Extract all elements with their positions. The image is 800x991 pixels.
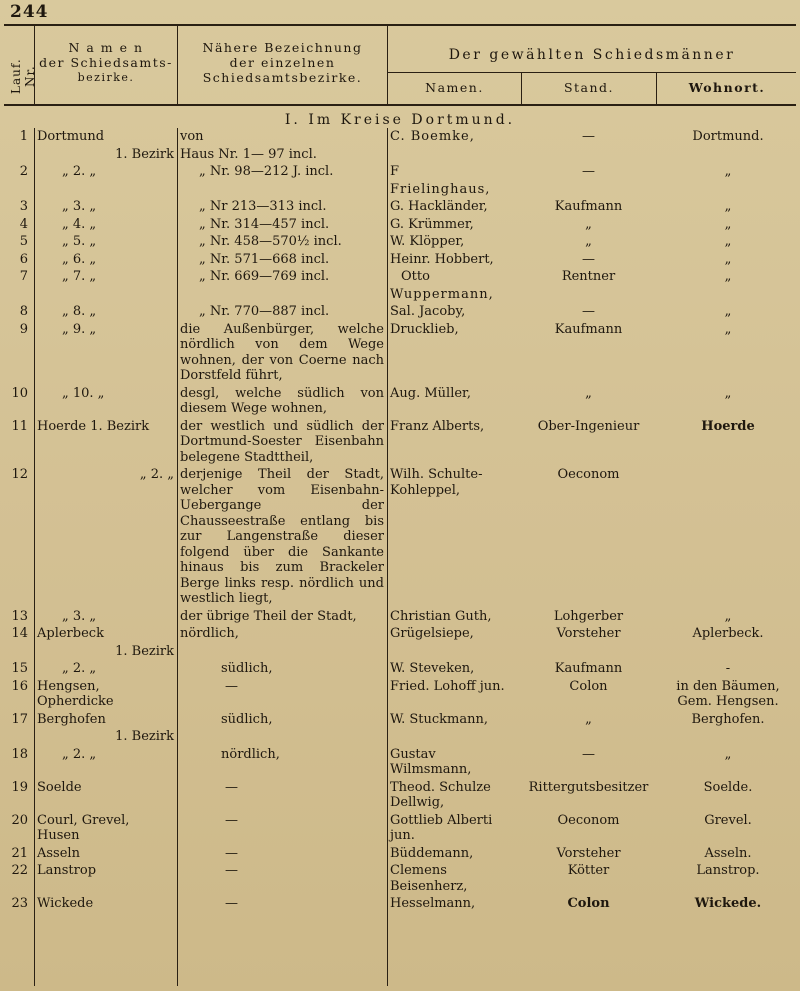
row-name: Aug. Müller,	[390, 385, 471, 401]
row-name: Wuppermann,	[390, 286, 494, 302]
row-bezirk: 1. Bezirk	[115, 146, 174, 162]
row-number	[0, 728, 34, 746]
row-ort: Aplerbeck.	[692, 626, 764, 641]
row-bezirk: „ 9. „	[62, 321, 97, 337]
row-bezirk: „ 6. „	[62, 251, 97, 267]
table-row	[0, 625, 800, 643]
row-bezirk: „ 2. „	[62, 746, 97, 762]
row-stand: Kaufmann	[554, 661, 623, 676]
row-bezirk: „ 7. „	[62, 269, 97, 284]
row-ort: Grevel.	[704, 812, 752, 828]
row-detail: südlich,	[221, 711, 273, 727]
row-number: 11	[11, 418, 28, 434]
row-ort: in den Bäumen, Gem. Hengsen.	[676, 678, 780, 709]
row-ort: Hoerde	[701, 418, 755, 434]
row-name: Wilh. Schulte-Kohleppel,	[390, 467, 483, 498]
row-bezirk: „ 10. „	[62, 385, 105, 401]
row-detail: „ Nr. 770—887 incl.	[199, 304, 330, 319]
row-bezirk: „ 2. „	[62, 661, 97, 676]
row-ort	[656, 643, 800, 661]
row-stand: Oeconom	[557, 467, 620, 482]
section-title: I. Im Kreise Dortmund.	[284, 112, 516, 128]
header-lauf-nr: Lauf. Nr.	[9, 58, 37, 94]
table-row	[0, 728, 800, 746]
header-divider-2	[177, 26, 178, 104]
row-detail: „ Nr. 314—457 incl.	[199, 216, 330, 232]
row-detail	[177, 181, 387, 199]
row-ort: „	[724, 234, 732, 249]
row-number: 20	[11, 812, 28, 828]
row-detail	[177, 286, 387, 304]
row-detail: —	[225, 896, 238, 911]
table-row	[0, 779, 800, 812]
row-ort	[656, 466, 800, 608]
row-detail: —	[225, 678, 238, 694]
row-number: 15	[11, 661, 28, 676]
row-stand	[521, 286, 656, 304]
row-detail: —	[225, 845, 238, 861]
row-number: 8	[19, 304, 28, 319]
row-name	[387, 146, 521, 164]
table-row	[0, 660, 800, 678]
row-stand: Oeconom	[557, 812, 620, 828]
header-ort: Wohnort.	[688, 80, 766, 95]
row-stand: Kaufmann	[554, 321, 623, 337]
row-bezirk: Lanstrop	[37, 863, 97, 878]
row-detail: südlich,	[221, 661, 273, 676]
row-ort	[656, 181, 800, 199]
row-number	[0, 643, 34, 661]
row-number: 12	[11, 467, 28, 482]
table-row	[0, 198, 800, 216]
header-divider-5	[656, 73, 657, 104]
row-detail: die Außenbürger, welche nördlich von dem Wege wohnen, der von Coerne nach Dorstfeld führt,	[180, 321, 384, 383]
row-stand: Lohgerber	[553, 608, 624, 624]
row-number: 2	[19, 164, 28, 179]
table-row	[0, 303, 800, 321]
row-stand: „	[585, 216, 592, 232]
row-stand: Colon	[569, 678, 608, 694]
row-stand	[521, 181, 656, 199]
row-number: 13	[11, 608, 28, 624]
row-name: Grügelsiepe,	[390, 626, 474, 641]
table-row	[0, 845, 800, 863]
schiedsmaenner-table	[0, 128, 800, 913]
row-ort: -	[725, 661, 731, 676]
row-number: 10	[11, 385, 28, 401]
row-detail	[177, 728, 387, 746]
row-ort: „	[724, 251, 732, 267]
header-detail	[179, 40, 386, 85]
row-number: 16	[11, 678, 28, 694]
row-stand	[521, 728, 656, 746]
row-bezirk: Dortmund	[37, 129, 105, 144]
row-number: 4	[19, 216, 28, 232]
table-row	[0, 216, 800, 234]
row-name: Heinr. Hobbert,	[390, 251, 494, 267]
row-number	[0, 286, 34, 304]
group-underline	[388, 72, 796, 73]
table-row	[0, 181, 800, 199]
table-row	[0, 643, 800, 661]
row-bezirk: „ 4. „	[62, 216, 97, 232]
row-name: W. Stuckmann,	[390, 711, 488, 727]
row-number: 7	[19, 269, 28, 284]
row-number: 14	[11, 626, 28, 641]
row-bezirk: 1. Bezirk	[115, 643, 174, 659]
header-bezirk-line2: der Schiedsamts-	[39, 55, 173, 70]
row-detail: „ Nr 213—313 incl.	[199, 199, 327, 214]
table-row	[0, 233, 800, 251]
row-detail: derjenige Theil der Stadt, welcher vom Eisenbahn-Uebergange der Chausseestraße entlang bis zur Langenstraße dieser folgend über die Sankante hinaus bis zum Brackeler Berge links resp. nördlich und westlich liegt,	[180, 467, 384, 606]
header-bezirk	[36, 40, 176, 85]
row-stand	[521, 643, 656, 661]
row-bezirk: 1. Bezirk	[115, 729, 174, 744]
row-stand: —	[582, 304, 595, 319]
header-divider-3	[387, 26, 388, 104]
table-row	[0, 286, 800, 304]
row-name: W. Klöpper,	[390, 234, 465, 249]
table-row	[0, 678, 800, 711]
table-row	[0, 163, 800, 181]
row-stand: Rittergutsbesitzer	[528, 779, 649, 795]
row-detail: nördlich,	[221, 746, 280, 762]
row-ort: Wickede.	[694, 896, 762, 911]
header-name: Namen.	[425, 80, 484, 95]
row-stand: —	[582, 164, 595, 179]
row-bezirk: „ 5. „	[62, 234, 97, 249]
row-bezirk: „ 3. „	[62, 199, 97, 214]
row-detail: Haus Nr. 1— 97 incl.	[180, 146, 317, 162]
header-bezirk-line3: bezirke.	[77, 71, 135, 84]
row-detail: nördlich,	[180, 626, 239, 641]
row-stand: Vorsteher	[556, 626, 621, 641]
row-number: 17	[11, 711, 28, 727]
table-row	[0, 711, 800, 729]
row-name: G. Krümmer,	[390, 216, 474, 232]
row-number: 6	[19, 251, 28, 267]
row-ort: Soelde.	[703, 779, 753, 795]
page-number: 244	[10, 2, 49, 22]
table-row	[0, 268, 800, 286]
header-detail-line2: der einzelnen	[229, 55, 336, 70]
row-name: G. Hackländer,	[390, 199, 488, 214]
row-ort: „	[724, 608, 732, 624]
row-detail: —	[225, 863, 238, 878]
row-ort: „	[724, 164, 732, 179]
row-ort	[656, 728, 800, 746]
row-ort: „	[724, 216, 732, 232]
row-detail	[177, 643, 387, 661]
row-number	[0, 181, 34, 199]
row-ort: „	[724, 321, 732, 337]
row-bezirk: Courl, Grevel, Husen	[37, 812, 130, 843]
row-number: 19	[11, 779, 28, 795]
row-bezirk	[34, 286, 177, 304]
row-bezirk: „ 3. „	[62, 608, 97, 624]
row-detail: der übrige Theil der Stadt,	[180, 608, 357, 624]
row-ort: „	[724, 269, 732, 284]
row-ort: Dortmund.	[692, 129, 764, 144]
row-name: Büddemann,	[390, 845, 474, 861]
row-ort: „	[724, 746, 732, 762]
row-name: C. Boemke,	[390, 129, 475, 144]
table-row	[0, 862, 800, 895]
row-stand: Ober-Ingenieur	[537, 418, 640, 434]
row-stand: Vorsteher	[556, 845, 621, 861]
row-number: 5	[19, 234, 28, 249]
table-row	[0, 385, 800, 418]
row-bezirk: Aplerbeck	[37, 626, 104, 641]
row-detail: „ Nr. 571—668 incl.	[199, 251, 330, 267]
table-row	[0, 128, 800, 146]
row-name: Otto	[401, 269, 430, 284]
row-bezirk: Berghofen	[37, 711, 106, 727]
row-ort: Berghofen.	[691, 711, 765, 727]
row-bezirk: Soelde	[37, 779, 82, 795]
row-detail: —	[225, 812, 238, 828]
row-stand: Rentner	[561, 269, 616, 284]
row-number: 9	[19, 321, 28, 337]
row-name	[387, 728, 521, 746]
table-row	[0, 746, 800, 779]
row-stand: Colon	[567, 896, 610, 911]
row-detail: von	[180, 129, 204, 144]
row-ort: „	[724, 385, 732, 401]
row-stand: —	[582, 251, 595, 267]
row-name: Clemens Beisenherz,	[390, 863, 468, 894]
row-stand: —	[582, 129, 595, 144]
row-detail: „ Nr. 669—769 incl.	[199, 269, 330, 284]
row-bezirk: Wickede	[37, 896, 94, 911]
header-bottom-rule	[4, 104, 796, 106]
row-detail: desgl, welche südlich von diesem Wege wohnen,	[180, 385, 384, 416]
row-bezirk: Hengsen, Opherdicke	[37, 678, 114, 709]
row-name: Gustav Wilmsmann,	[390, 746, 472, 777]
row-ort	[656, 146, 800, 164]
row-name: Drucklieb,	[390, 321, 459, 337]
row-name: Gottlieb Alberti jun.	[390, 812, 493, 843]
row-name: Frielinghaus,	[390, 181, 491, 197]
row-number: 18	[11, 746, 28, 762]
row-ort: Asseln.	[704, 845, 752, 861]
header-detail-line3: Schiedsamtsbezirke.	[202, 70, 363, 85]
row-bezirk: „ 8. „	[62, 304, 97, 319]
row-ort: „	[724, 304, 732, 319]
table-row	[0, 608, 800, 626]
row-stand: „	[585, 385, 592, 401]
top-rule	[4, 24, 796, 26]
row-number: 21	[11, 845, 28, 861]
row-name: Theod. Schulze Dellwig,	[390, 779, 491, 810]
table-row	[0, 812, 800, 845]
table-row	[0, 466, 800, 608]
row-stand: Kötter	[567, 863, 610, 878]
row-stand: „	[585, 711, 592, 727]
table-row	[0, 895, 800, 913]
row-bezirk: Asseln	[37, 845, 80, 861]
row-bezirk: Hoerde 1. Bezirk	[37, 418, 150, 434]
row-bezirk: „ 2. „	[139, 467, 174, 482]
row-ort: Lanstrop.	[696, 863, 760, 878]
row-bezirk	[34, 181, 177, 199]
row-name: Franz Alberts,	[390, 418, 485, 434]
table-row	[0, 418, 800, 467]
row-name: Fried. Lohoff jun.	[390, 678, 505, 694]
row-name: W. Steveken,	[390, 661, 475, 676]
header-group: Der gewählten Schiedsmänner	[448, 47, 736, 63]
row-detail: „ Nr. 458—570½ incl.	[199, 234, 342, 249]
table-row	[0, 146, 800, 164]
row-number: 3	[19, 199, 28, 214]
table-row	[0, 251, 800, 269]
row-name: Hesselmann,	[390, 896, 476, 911]
row-stand: „	[585, 234, 592, 249]
row-name	[387, 643, 521, 661]
table-row	[0, 321, 800, 385]
row-detail: —	[225, 779, 238, 795]
row-number: 23	[11, 896, 28, 911]
row-detail: „ Nr. 98—212 J. incl.	[199, 164, 334, 179]
row-stand: Kaufmann	[554, 199, 623, 214]
row-ort: „	[724, 199, 732, 214]
row-detail: der westlich und südlich der Dortmund-Soester Eisenbahn belegene Stadttheil,	[180, 418, 384, 465]
header-stand: Stand.	[563, 80, 615, 95]
row-number: 22	[11, 863, 28, 878]
row-number: 1	[19, 129, 28, 144]
row-bezirk: „ 2. „	[62, 164, 97, 179]
header-divider-4	[521, 73, 522, 104]
row-number	[0, 146, 34, 164]
header-detail-line1: Nähere Bezeichnung	[202, 40, 363, 55]
header-bezirk-line1: N a m e n	[68, 40, 144, 55]
row-stand: —	[582, 746, 595, 762]
row-name: F	[390, 164, 400, 179]
row-stand	[521, 146, 656, 164]
row-name: Christian Guth,	[390, 608, 492, 624]
row-ort	[656, 286, 800, 304]
row-name: Sal. Jacoby,	[390, 304, 466, 319]
